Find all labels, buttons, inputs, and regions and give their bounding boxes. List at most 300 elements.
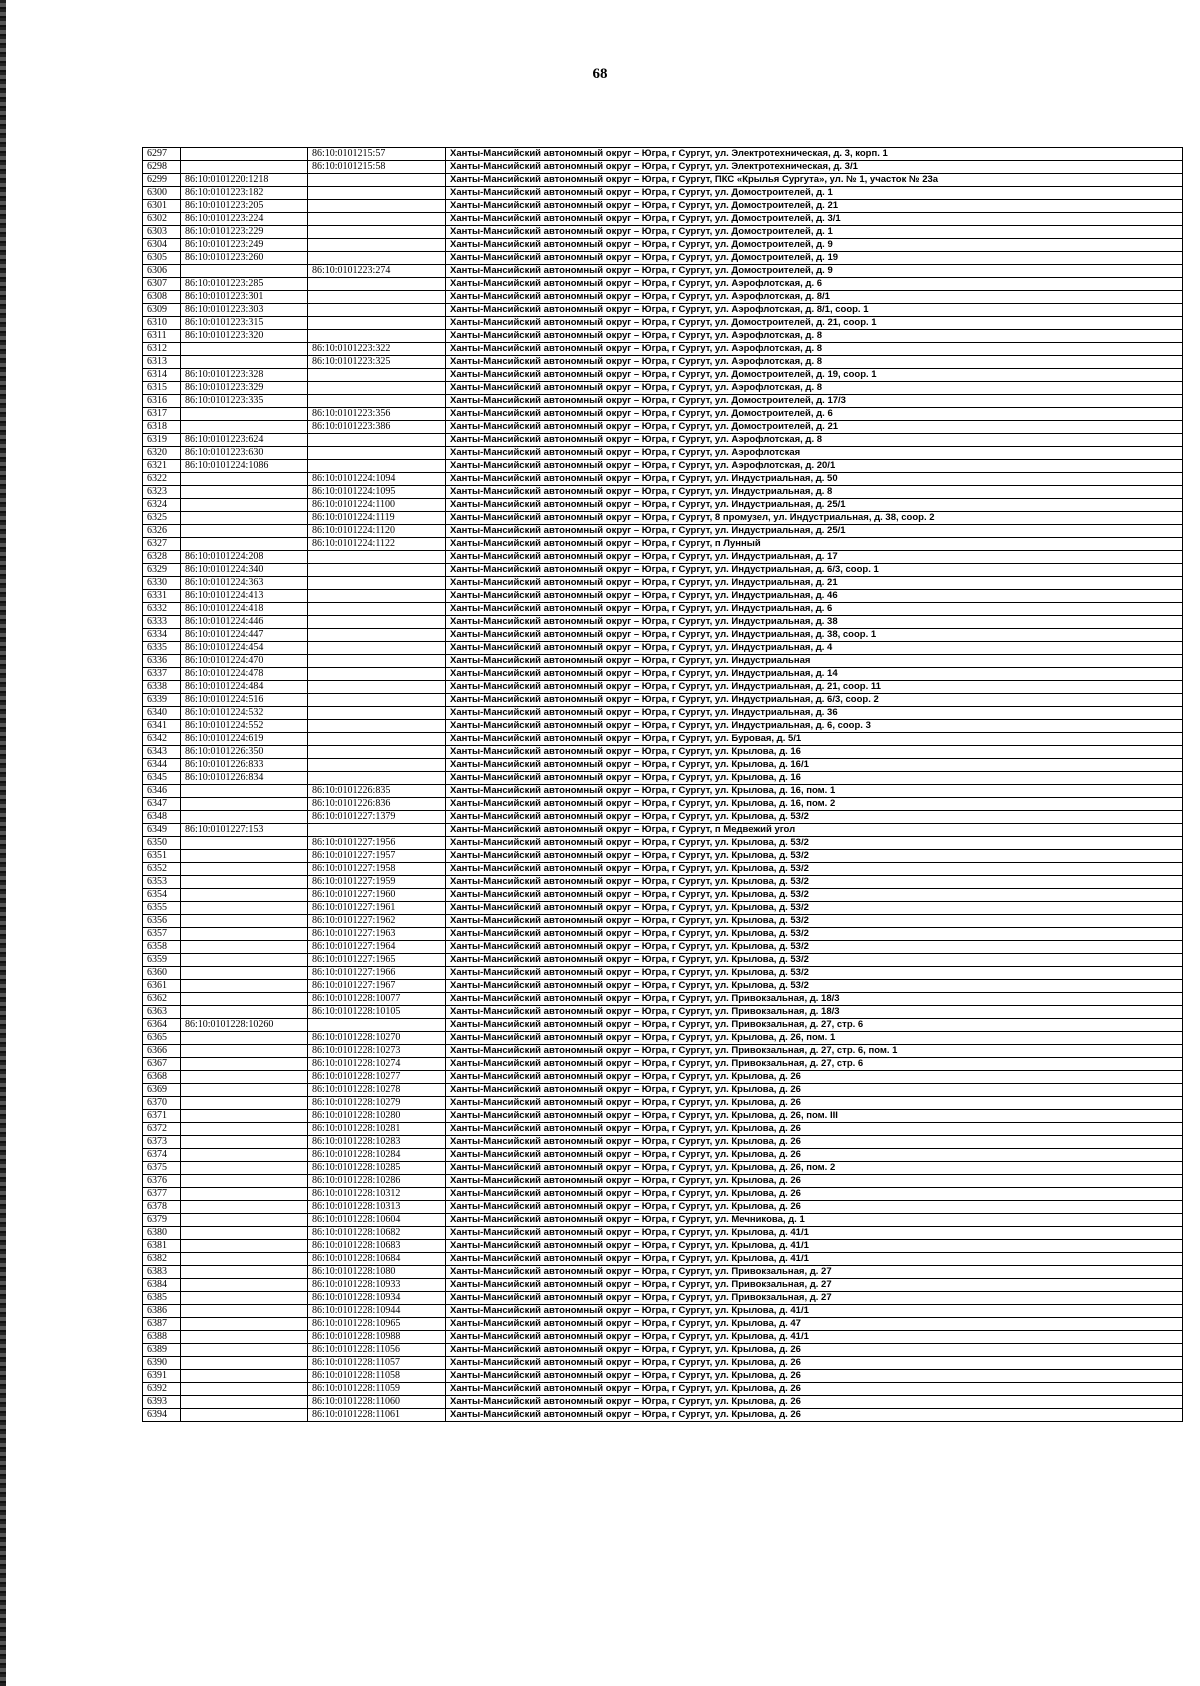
building-cadastral-number-cell: 86:10:0101228:10285	[308, 1162, 446, 1175]
row-number-cell: 6329	[143, 564, 181, 577]
address-cell: Ханты-Мансийский автономный округ – Югра, г Сургут, ул. Крылова, д. 26	[446, 1409, 1183, 1422]
land-cadastral-number-cell	[181, 1292, 308, 1305]
row-number-cell: 6356	[143, 915, 181, 928]
table-row	[143, 798, 1183, 811]
row-number-cell: 6301	[143, 200, 181, 213]
address-cell: Ханты-Мансийский автономный округ – Югра, г Сургут, ул. Домостроителей, д. 9	[446, 265, 1183, 278]
building-cadastral-number-cell	[308, 694, 446, 707]
land-cadastral-number-cell	[181, 1045, 308, 1058]
building-cadastral-number-cell: 86:10:0101228:10684	[308, 1253, 446, 1266]
building-cadastral-number-cell: 86:10:0101228:10284	[308, 1149, 446, 1162]
row-number-cell: 6321	[143, 460, 181, 473]
building-cadastral-number-cell: 86:10:0101228:10934	[308, 1292, 446, 1305]
row-number-cell: 6370	[143, 1097, 181, 1110]
land-cadastral-number-cell	[181, 1110, 308, 1123]
address-cell: Ханты-Мансийский автономный округ – Югра, г Сургут, 8 промузел, ул. Индустриальная, д. 38, соор. 2	[446, 512, 1183, 525]
building-cadastral-number-cell: 86:10:0101228:11060	[308, 1396, 446, 1409]
table-row	[143, 1253, 1183, 1266]
address-cell: Ханты-Мансийский автономный округ – Югра, г Сургут, ул. Домостроителей, д. 1	[446, 226, 1183, 239]
table-row	[143, 1149, 1183, 1162]
land-cadastral-number-cell: 86:10:0101224:1086	[181, 460, 308, 473]
land-cadastral-number-cell: 86:10:0101223:301	[181, 291, 308, 304]
row-number-cell: 6352	[143, 863, 181, 876]
address-cell: Ханты-Мансийский автономный округ – Югра, г Сургут, ул. Крылова, д. 53/2	[446, 954, 1183, 967]
address-cell: Ханты-Мансийский автономный округ – Югра, г Сургут, ул. Индустриальная, д. 38	[446, 616, 1183, 629]
building-cadastral-number-cell: 86:10:0101228:10274	[308, 1058, 446, 1071]
row-number-cell: 6380	[143, 1227, 181, 1240]
row-number-cell: 6364	[143, 1019, 181, 1032]
address-cell: Ханты-Мансийский автономный округ – Югра, г Сургут, ул. Аэрофлотская, д. 20/1	[446, 460, 1183, 473]
row-number-cell: 6313	[143, 356, 181, 369]
land-cadastral-number-cell	[181, 785, 308, 798]
records-table	[142, 147, 1183, 1422]
building-cadastral-number-cell: 86:10:0101228:10312	[308, 1188, 446, 1201]
land-cadastral-number-cell	[181, 1266, 308, 1279]
row-number-cell: 6335	[143, 642, 181, 655]
building-cadastral-number-cell: 86:10:0101228:10283	[308, 1136, 446, 1149]
land-cadastral-number-cell	[181, 811, 308, 824]
table-row	[143, 200, 1183, 213]
address-cell: Ханты-Мансийский автономный округ – Югра, г Сургут, ул. Крылова, д. 53/2	[446, 811, 1183, 824]
address-cell: Ханты-Мансийский автономный округ – Югра, г Сургут, ул. Аэрофлотская, д. 8/1, соор. 1	[446, 304, 1183, 317]
table-body	[143, 148, 1183, 1422]
address-cell: Ханты-Мансийский автономный округ – Югра, г Сургут, ул. Крылова, д. 26, пом. 1	[446, 1032, 1183, 1045]
building-cadastral-number-cell: 86:10:0101228:11057	[308, 1357, 446, 1370]
address-cell: Ханты-Мансийский автономный округ – Югра, г Сургут, ул. Индустриальная, д. 21, соор. 11	[446, 681, 1183, 694]
row-number-cell: 6388	[143, 1331, 181, 1344]
row-number-cell: 6331	[143, 590, 181, 603]
table-row	[143, 980, 1183, 993]
building-cadastral-number-cell	[308, 226, 446, 239]
row-number-cell: 6341	[143, 720, 181, 733]
land-cadastral-number-cell	[181, 798, 308, 811]
row-number-cell: 6360	[143, 967, 181, 980]
address-cell: Ханты-Мансийский автономный округ – Югра, г Сургут, ул. Аэрофлотская	[446, 447, 1183, 460]
row-number-cell: 6305	[143, 252, 181, 265]
land-cadastral-number-cell: 86:10:0101223:224	[181, 213, 308, 226]
table-row	[143, 993, 1183, 1006]
row-number-cell: 6307	[143, 278, 181, 291]
table-row	[143, 1097, 1183, 1110]
land-cadastral-number-cell: 86:10:0101223:328	[181, 369, 308, 382]
building-cadastral-number-cell	[308, 460, 446, 473]
row-number-cell: 6363	[143, 1006, 181, 1019]
row-number-cell: 6298	[143, 161, 181, 174]
land-cadastral-number-cell	[181, 148, 308, 161]
land-cadastral-number-cell: 86:10:0101224:340	[181, 564, 308, 577]
address-cell: Ханты-Мансийский автономный округ – Югра, г Сургут, ул. Крылова, д. 53/2	[446, 928, 1183, 941]
table-row	[143, 785, 1183, 798]
land-cadastral-number-cell	[181, 1305, 308, 1318]
land-cadastral-number-cell: 86:10:0101224:363	[181, 577, 308, 590]
table-row	[143, 967, 1183, 980]
building-cadastral-number-cell: 86:10:0101227:1958	[308, 863, 446, 876]
table-row	[143, 447, 1183, 460]
building-cadastral-number-cell: 86:10:0101227:1963	[308, 928, 446, 941]
address-cell: Ханты-Мансийский автономный округ – Югра, г Сургут, ул. Домостроителей, д. 21, соор. 1	[446, 317, 1183, 330]
row-number-cell: 6348	[143, 811, 181, 824]
address-cell: Ханты-Мансийский автономный округ – Югра, г Сургут, ул. Крылова, д. 53/2	[446, 889, 1183, 902]
table-row	[143, 1032, 1183, 1045]
building-cadastral-number-cell	[308, 759, 446, 772]
row-number-cell: 6306	[143, 265, 181, 278]
row-number-cell: 6383	[143, 1266, 181, 1279]
address-cell: Ханты-Мансийский автономный округ – Югра, г Сургут, ул. Домостроителей, д. 19, соор. 1	[446, 369, 1183, 382]
address-cell: Ханты-Мансийский автономный округ – Югра, г Сургут, ул. Индустриальная, д. 25/1	[446, 499, 1183, 512]
table-row	[143, 1266, 1183, 1279]
land-cadastral-number-cell	[181, 1383, 308, 1396]
address-cell: Ханты-Мансийский автономный округ – Югра, г Сургут, ул. Буровая, д. 5/1	[446, 733, 1183, 746]
address-cell: Ханты-Мансийский автономный округ – Югра, г Сургут, ул. Индустриальная, д. 17	[446, 551, 1183, 564]
land-cadastral-number-cell	[181, 837, 308, 850]
row-number-cell: 6377	[143, 1188, 181, 1201]
land-cadastral-number-cell: 86:10:0101223:249	[181, 239, 308, 252]
table-row	[143, 811, 1183, 824]
land-cadastral-number-cell	[181, 525, 308, 538]
address-cell: Ханты-Мансийский автономный округ – Югра, г Сургут, ул. Привокзальная, д. 18/3	[446, 993, 1183, 1006]
building-cadastral-number-cell	[308, 772, 446, 785]
building-cadastral-number-cell	[308, 603, 446, 616]
land-cadastral-number-cell	[181, 1201, 308, 1214]
land-cadastral-number-cell: 86:10:0101224:484	[181, 681, 308, 694]
building-cadastral-number-cell	[308, 187, 446, 200]
land-cadastral-number-cell: 86:10:0101223:335	[181, 395, 308, 408]
row-number-cell: 6310	[143, 317, 181, 330]
building-cadastral-number-cell: 86:10:0101227:1379	[308, 811, 446, 824]
land-cadastral-number-cell	[181, 889, 308, 902]
row-number-cell: 6312	[143, 343, 181, 356]
building-cadastral-number-cell	[308, 447, 446, 460]
building-cadastral-number-cell: 86:10:0101228:10682	[308, 1227, 446, 1240]
building-cadastral-number-cell: 86:10:0101224:1122	[308, 538, 446, 551]
building-cadastral-number-cell: 86:10:0101228:10280	[308, 1110, 446, 1123]
table-row	[143, 1136, 1183, 1149]
row-number-cell: 6318	[143, 421, 181, 434]
land-cadastral-number-cell	[181, 1396, 308, 1409]
row-number-cell: 6316	[143, 395, 181, 408]
address-cell: Ханты-Мансийский автономный округ – Югра, г Сургут, ул. Аэрофлотская, д. 8	[446, 330, 1183, 343]
address-cell: Ханты-Мансийский автономный округ – Югра, г Сургут, ул. Привокзальная, д. 27	[446, 1292, 1183, 1305]
row-number-cell: 6350	[143, 837, 181, 850]
table-row	[143, 590, 1183, 603]
row-number-cell: 6323	[143, 486, 181, 499]
table-row	[143, 928, 1183, 941]
building-cadastral-number-cell: 86:10:0101228:10286	[308, 1175, 446, 1188]
land-cadastral-number-cell	[181, 1318, 308, 1331]
page-number: 68	[592, 66, 608, 82]
land-cadastral-number-cell: 86:10:0101220:1218	[181, 174, 308, 187]
address-cell: Ханты-Мансийский автономный округ – Югра, г Сургут, ул. Индустриальная, д. 25/1	[446, 525, 1183, 538]
table-row	[143, 434, 1183, 447]
building-cadastral-number-cell: 86:10:0101224:1100	[308, 499, 446, 512]
table-row	[143, 226, 1183, 239]
address-cell: Ханты-Мансийский автономный округ – Югра, г Сургут, ул. Крылова, д. 53/2	[446, 850, 1183, 863]
land-cadastral-number-cell	[181, 1162, 308, 1175]
land-cadastral-number-cell: 86:10:0101223:260	[181, 252, 308, 265]
building-cadastral-number-cell	[308, 629, 446, 642]
land-cadastral-number-cell: 86:10:0101224:418	[181, 603, 308, 616]
table-row	[143, 395, 1183, 408]
table-row	[143, 1045, 1183, 1058]
address-cell: Ханты-Мансийский автономный округ – Югра, г Сургут, п Медвежий угол	[446, 824, 1183, 837]
row-number-cell: 6342	[143, 733, 181, 746]
land-cadastral-number-cell	[181, 993, 308, 1006]
address-cell: Ханты-Мансийский автономный округ – Югра, г Сургут, ул. Индустриальная, д. 36	[446, 707, 1183, 720]
row-number-cell: 6332	[143, 603, 181, 616]
address-cell: Ханты-Мансийский автономный округ – Югра, г Сургут, ул. Домостроителей, д. 21	[446, 200, 1183, 213]
building-cadastral-number-cell	[308, 252, 446, 265]
land-cadastral-number-cell: 86:10:0101228:10260	[181, 1019, 308, 1032]
building-cadastral-number-cell: 86:10:0101215:57	[308, 148, 446, 161]
land-cadastral-number-cell	[181, 967, 308, 980]
row-number-cell: 6389	[143, 1344, 181, 1357]
land-cadastral-number-cell	[181, 161, 308, 174]
table-row	[143, 421, 1183, 434]
building-cadastral-number-cell: 86:10:0101228:10683	[308, 1240, 446, 1253]
table-row	[143, 720, 1183, 733]
land-cadastral-number-cell	[181, 928, 308, 941]
table-row	[143, 1396, 1183, 1409]
building-cadastral-number-cell	[308, 616, 446, 629]
row-number-cell: 6309	[143, 304, 181, 317]
row-number-cell: 6358	[143, 941, 181, 954]
row-number-cell: 6303	[143, 226, 181, 239]
table-row	[143, 499, 1183, 512]
address-cell: Ханты-Мансийский автономный округ – Югра, г Сургут, ул. Крылова, д. 26	[446, 1123, 1183, 1136]
table-row	[143, 1175, 1183, 1188]
building-cadastral-number-cell	[308, 434, 446, 447]
row-number-cell: 6391	[143, 1370, 181, 1383]
row-number-cell: 6326	[143, 525, 181, 538]
address-cell: Ханты-Мансийский автономный округ – Югра, г Сургут, ул. Крылова, д. 41/1	[446, 1253, 1183, 1266]
land-cadastral-number-cell	[181, 486, 308, 499]
row-number-cell: 6330	[143, 577, 181, 590]
table-row	[143, 1357, 1183, 1370]
building-cadastral-number-cell	[308, 317, 446, 330]
address-cell: Ханты-Мансийский автономный округ – Югра, г Сургут, ул. Крылова, д. 26	[446, 1136, 1183, 1149]
land-cadastral-number-cell: 86:10:0101226:834	[181, 772, 308, 785]
row-number-cell: 6385	[143, 1292, 181, 1305]
address-cell: Ханты-Мансийский автономный округ – Югра, г Сургут, ул. Крылова, д. 26	[446, 1357, 1183, 1370]
building-cadastral-number-cell: 86:10:0101226:836	[308, 798, 446, 811]
address-cell: Ханты-Мансийский автономный округ – Югра, г Сургут, ул. Мечникова, д. 1	[446, 1214, 1183, 1227]
scan-edge	[0, 0, 6, 1686]
land-cadastral-number-cell	[181, 1188, 308, 1201]
row-number-cell: 6354	[143, 889, 181, 902]
address-cell: Ханты-Мансийский автономный округ – Югра, г Сургут, ул. Индустриальная, д. 38, соор. 1	[446, 629, 1183, 642]
row-number-cell: 6337	[143, 668, 181, 681]
address-cell: Ханты-Мансийский автономный округ – Югра, г Сургут, ул. Аэрофлотская, д. 8	[446, 356, 1183, 369]
table-row	[143, 1006, 1183, 1019]
address-cell: Ханты-Мансийский автономный округ – Югра, г Сургут, ул. Привокзальная, д. 27, стр. 6	[446, 1058, 1183, 1071]
address-cell: Ханты-Мансийский автономный округ – Югра, г Сургут, ул. Крылова, д. 53/2	[446, 980, 1183, 993]
building-cadastral-number-cell: 86:10:0101228:10105	[308, 1006, 446, 1019]
building-cadastral-number-cell	[308, 239, 446, 252]
land-cadastral-number-cell	[181, 356, 308, 369]
table-row	[143, 1318, 1183, 1331]
table-row	[143, 538, 1183, 551]
table-row	[143, 317, 1183, 330]
table-row	[143, 382, 1183, 395]
table-row	[143, 1110, 1183, 1123]
address-cell: Ханты-Мансийский автономный округ – Югра, г Сургут, ул. Крылова, д. 26	[446, 1071, 1183, 1084]
building-cadastral-number-cell	[308, 564, 446, 577]
building-cadastral-number-cell: 86:10:0101227:1960	[308, 889, 446, 902]
land-cadastral-number-cell: 86:10:0101224:619	[181, 733, 308, 746]
table-row	[143, 330, 1183, 343]
building-cadastral-number-cell: 86:10:0101227:1965	[308, 954, 446, 967]
building-cadastral-number-cell: 86:10:0101228:11059	[308, 1383, 446, 1396]
land-cadastral-number-cell	[181, 1084, 308, 1097]
land-cadastral-number-cell	[181, 421, 308, 434]
table-row	[143, 1201, 1183, 1214]
address-cell: Ханты-Мансийский автономный округ – Югра, г Сургут, ул. Крылова, д. 41/1	[446, 1227, 1183, 1240]
land-cadastral-number-cell	[181, 1357, 308, 1370]
building-cadastral-number-cell: 86:10:0101223:325	[308, 356, 446, 369]
land-cadastral-number-cell	[181, 902, 308, 915]
row-number-cell: 6386	[143, 1305, 181, 1318]
row-number-cell: 6381	[143, 1240, 181, 1253]
table-row	[143, 629, 1183, 642]
row-number-cell: 6375	[143, 1162, 181, 1175]
row-number-cell: 6339	[143, 694, 181, 707]
address-cell: Ханты-Мансийский автономный округ – Югра, г Сургут, ул. Крылова, д. 16, пом. 1	[446, 785, 1183, 798]
building-cadastral-number-cell: 86:10:0101227:1956	[308, 837, 446, 850]
address-cell: Ханты-Мансийский автономный округ – Югра, г Сургут, ул. Крылова, д. 41/1	[446, 1331, 1183, 1344]
address-cell: Ханты-Мансийский автономный округ – Югра, г Сургут, ул. Крылова, д. 26	[446, 1188, 1183, 1201]
table-row	[143, 1240, 1183, 1253]
address-cell: Ханты-Мансийский автономный округ – Югра, г Сургут, ул. Аэрофлотская, д. 8	[446, 343, 1183, 356]
table-row	[143, 343, 1183, 356]
table-row	[143, 265, 1183, 278]
table-row	[143, 1344, 1183, 1357]
land-cadastral-number-cell: 86:10:0101224:552	[181, 720, 308, 733]
building-cadastral-number-cell: 86:10:0101223:356	[308, 408, 446, 421]
building-cadastral-number-cell: 86:10:0101226:835	[308, 785, 446, 798]
building-cadastral-number-cell	[308, 304, 446, 317]
land-cadastral-number-cell	[181, 1214, 308, 1227]
row-number-cell: 6355	[143, 902, 181, 915]
land-cadastral-number-cell	[181, 1071, 308, 1084]
land-cadastral-number-cell	[181, 1097, 308, 1110]
row-number-cell: 6373	[143, 1136, 181, 1149]
address-cell: Ханты-Мансийский автономный округ – Югра, г Сургут, ул. Индустриальная, д. 4	[446, 642, 1183, 655]
table-row	[143, 174, 1183, 187]
address-cell: Ханты-Мансийский автономный округ – Югра, г Сургут, ул. Крылова, д. 16	[446, 772, 1183, 785]
table-row	[143, 772, 1183, 785]
land-cadastral-number-cell	[181, 1058, 308, 1071]
building-cadastral-number-cell	[308, 330, 446, 343]
table-row	[143, 733, 1183, 746]
table-row	[143, 1305, 1183, 1318]
building-cadastral-number-cell: 86:10:0101223:386	[308, 421, 446, 434]
building-cadastral-number-cell	[308, 720, 446, 733]
row-number-cell: 6317	[143, 408, 181, 421]
building-cadastral-number-cell	[308, 369, 446, 382]
address-cell: Ханты-Мансийский автономный округ – Югра, г Сургут, ул. Аэрофлотская, д. 8/1	[446, 291, 1183, 304]
address-cell: Ханты-Мансийский автономный округ – Югра, г Сургут, ул. Индустриальная, д. 21	[446, 577, 1183, 590]
row-number-cell: 6394	[143, 1409, 181, 1422]
table-row	[143, 187, 1183, 200]
row-number-cell: 6345	[143, 772, 181, 785]
address-cell: Ханты-Мансийский автономный округ – Югра, г Сургут, ул. Аэрофлотская, д. 6	[446, 278, 1183, 291]
building-cadastral-number-cell	[308, 681, 446, 694]
row-number-cell: 6368	[143, 1071, 181, 1084]
row-number-cell: 6308	[143, 291, 181, 304]
row-number-cell: 6311	[143, 330, 181, 343]
address-cell: Ханты-Мансийский автономный округ – Югра, г Сургут, ул. Привокзальная, д. 18/3	[446, 1006, 1183, 1019]
building-cadastral-number-cell: 86:10:0101223:322	[308, 343, 446, 356]
table-row	[143, 681, 1183, 694]
row-number-cell: 6393	[143, 1396, 181, 1409]
table-row	[143, 1227, 1183, 1240]
row-number-cell: 6340	[143, 707, 181, 720]
building-cadastral-number-cell	[308, 278, 446, 291]
address-cell: Ханты-Мансийский автономный округ – Югра, г Сургут, ул. Индустриальная, д. 6/3, соор. 1	[446, 564, 1183, 577]
address-cell: Ханты-Мансийский автономный округ – Югра, г Сургут, ул. Домостроителей, д. 1	[446, 187, 1183, 200]
address-cell: Ханты-Мансийский автономный округ – Югра, г Сургут, ул. Крылова, д. 26	[446, 1396, 1183, 1409]
table-row	[143, 603, 1183, 616]
row-number-cell: 6327	[143, 538, 181, 551]
land-cadastral-number-cell	[181, 408, 308, 421]
table-row	[143, 915, 1183, 928]
table-row	[143, 1019, 1183, 1032]
table-row	[143, 356, 1183, 369]
land-cadastral-number-cell: 86:10:0101223:624	[181, 434, 308, 447]
row-number-cell: 6297	[143, 148, 181, 161]
table-row	[143, 876, 1183, 889]
building-cadastral-number-cell: 86:10:0101227:1959	[308, 876, 446, 889]
address-cell: Ханты-Мансийский автономный округ – Югра, г Сургут, ул. Крылова, д. 26	[446, 1175, 1183, 1188]
row-number-cell: 6390	[143, 1357, 181, 1370]
building-cadastral-number-cell: 86:10:0101227:1964	[308, 941, 446, 954]
land-cadastral-number-cell: 86:10:0101223:329	[181, 382, 308, 395]
land-cadastral-number-cell	[181, 1149, 308, 1162]
table-row	[143, 161, 1183, 174]
row-number-cell: 6384	[143, 1279, 181, 1292]
land-cadastral-number-cell: 86:10:0101226:833	[181, 759, 308, 772]
building-cadastral-number-cell: 86:10:0101223:274	[308, 265, 446, 278]
row-number-cell: 6374	[143, 1149, 181, 1162]
address-cell: Ханты-Мансийский автономный округ – Югра, г Сургут, ул. Индустриальная, д. 46	[446, 590, 1183, 603]
building-cadastral-number-cell: 86:10:0101227:1962	[308, 915, 446, 928]
row-number-cell: 6367	[143, 1058, 181, 1071]
address-cell: Ханты-Мансийский автономный округ – Югра, г Сургут, ул. Крылова, д. 53/2	[446, 941, 1183, 954]
row-number-cell: 6302	[143, 213, 181, 226]
table-row	[143, 239, 1183, 252]
land-cadastral-number-cell: 86:10:0101224:454	[181, 642, 308, 655]
address-cell: Ханты-Мансийский автономный округ – Югра, г Сургут, ул. Крылова, д. 53/2	[446, 967, 1183, 980]
row-number-cell: 6300	[143, 187, 181, 200]
address-cell: Ханты-Мансийский автономный округ – Югра, г Сургут, ул. Аэрофлотская, д. 8	[446, 382, 1183, 395]
land-cadastral-number-cell: 86:10:0101224:413	[181, 590, 308, 603]
building-cadastral-number-cell: 86:10:0101228:10604	[308, 1214, 446, 1227]
table-row	[143, 837, 1183, 850]
address-cell: Ханты-Мансийский автономный округ – Югра, г Сургут, ул. Крылова, д. 26	[446, 1344, 1183, 1357]
building-cadastral-number-cell	[308, 655, 446, 668]
address-cell: Ханты-Мансийский автономный округ – Югра, г Сургут, ул. Крылова, д. 26	[446, 1383, 1183, 1396]
address-cell: Ханты-Мансийский автономный округ – Югра, г Сургут, ул. Индустриальная, д. 6, соор. 3	[446, 720, 1183, 733]
row-number-cell: 6304	[143, 239, 181, 252]
building-cadastral-number-cell: 86:10:0101227:1967	[308, 980, 446, 993]
building-cadastral-number-cell: 86:10:0101228:10273	[308, 1045, 446, 1058]
building-cadastral-number-cell: 86:10:0101228:11061	[308, 1409, 446, 1422]
building-cadastral-number-cell: 86:10:0101228:11058	[308, 1370, 446, 1383]
row-number-cell: 6336	[143, 655, 181, 668]
table-row	[143, 1162, 1183, 1175]
land-cadastral-number-cell	[181, 538, 308, 551]
row-number-cell: 6347	[143, 798, 181, 811]
